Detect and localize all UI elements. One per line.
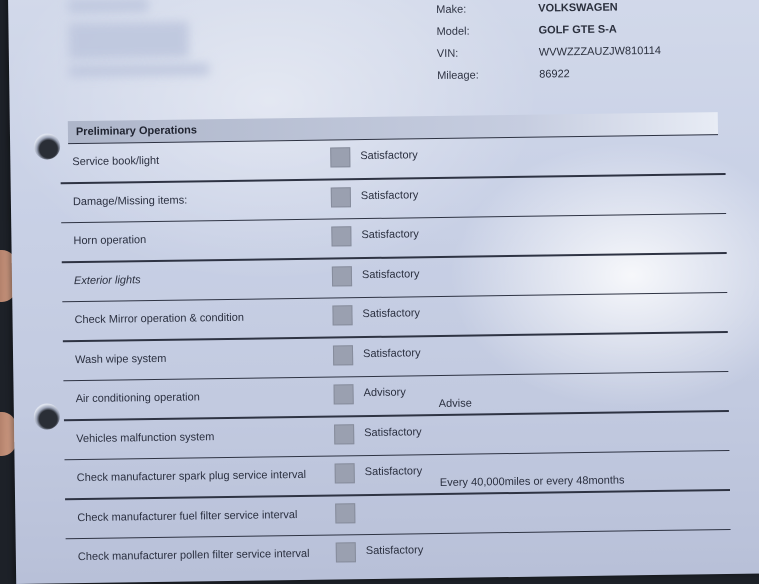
check-label: Check manufacturer pollen filter service interval [78,548,310,563]
check-label: Vehicles malfunction system [76,431,214,445]
check-note: Every 40,000miles or every 48months [440,474,625,489]
check-status: Satisfactory [361,228,419,241]
check-label: Check manufacturer spark plug service interval [77,469,306,484]
status-checkbox [335,463,355,483]
vehicle-detail-label: Make: [436,3,536,16]
punch-hole [34,403,60,429]
vehicle-detail-label: Model: [436,25,536,38]
check-status: Advisory [364,386,406,399]
status-checkbox [335,503,355,523]
redacted-text [68,0,148,13]
checks-list [60,135,731,579]
vehicle-detail-value: WVWZZZAUZJW810114 [539,45,661,59]
check-status: Satisfactory [363,347,421,360]
check-status: Satisfactory [362,268,420,281]
status-checkbox [333,345,353,365]
check-status: Satisfactory [360,149,418,162]
check-label: Damage/Missing items: [73,194,187,208]
service-report-sheet [8,0,759,584]
check-note: Advise [439,398,472,410]
status-checkbox [330,147,350,167]
vehicle-detail-label: VIN: [437,47,537,60]
status-checkbox [336,542,356,562]
check-status: Satisfactory [366,544,424,557]
redacted-text [68,21,188,59]
check-status: Satisfactory [362,307,420,320]
section-title: Preliminary Operations [76,124,197,138]
vehicle-detail-value: GOLF GTE S-A [538,24,616,37]
check-label: Wash wipe system [75,352,166,365]
check-status: Satisfactory [361,189,419,202]
vehicle-detail-label: Mileage: [437,69,537,82]
redacted-text [69,63,209,77]
status-checkbox [332,266,352,286]
check-status: Satisfactory [365,465,423,478]
vehicle-detail-value: 86922 [539,68,570,80]
check-label: Service book/light [72,155,159,168]
check-row [66,530,731,579]
check-label: Air conditioning operation [76,391,200,405]
status-checkbox [332,305,352,325]
status-checkbox [331,187,351,207]
status-checkbox [331,226,351,246]
check-label: Check manufacturer fuel filter service interval [77,509,297,524]
status-checkbox [333,384,353,404]
status-checkbox [334,424,354,444]
check-label: Horn operation [73,234,146,247]
vehicle-details [436,0,438,92]
punch-hole [34,133,60,159]
check-label: Exterior lights [74,274,141,287]
check-label: Check Mirror operation & condition [74,312,244,326]
check-status: Satisfactory [364,426,422,439]
vehicle-detail-value: VOLKSWAGEN [538,1,618,14]
